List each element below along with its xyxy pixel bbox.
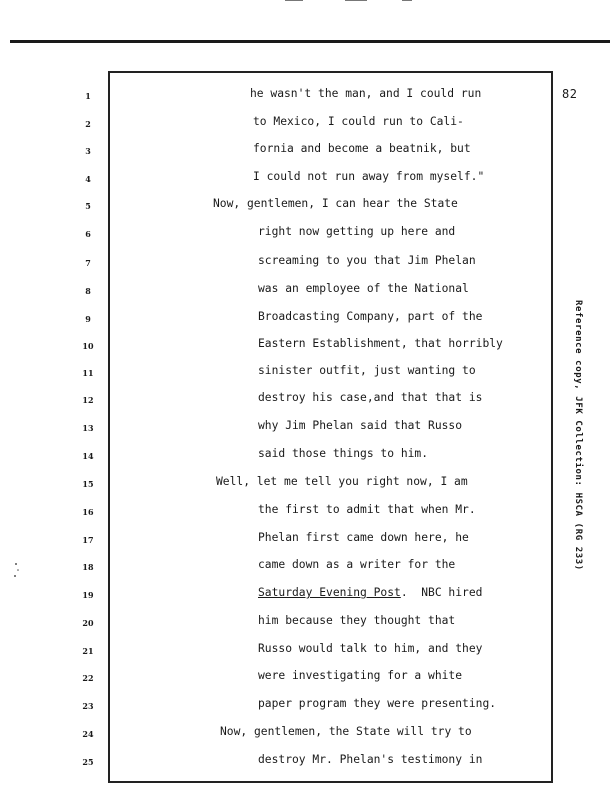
line-number: 8 <box>85 286 91 296</box>
line-number: 7 <box>85 258 91 268</box>
transcript-line <box>258 586 482 600</box>
transcript-line: Well, let me tell you right now, I am <box>216 475 468 488</box>
line-number: 1 <box>85 91 91 101</box>
transcript-line: came down as a writer for the <box>258 558 456 571</box>
line-number: 14 <box>82 451 94 461</box>
line-number: 23 <box>82 701 94 711</box>
line-number: 13 <box>82 423 94 433</box>
transcript-line: Russo would talk to him, and they <box>258 642 483 655</box>
line-number: 18 <box>82 562 94 572</box>
line-continuation: . NBC hired <box>400 586 483 599</box>
top-margin-mark <box>285 0 303 7</box>
transcript-line: to Mexico, I could run to Cali- <box>253 115 464 128</box>
line-number: 19 <box>82 590 94 600</box>
transcript-line: why Jim Phelan said that Russo <box>258 419 463 432</box>
reference-copy-stamp: Reference copy, JFK Collection: HSCA (RG 233) <box>573 300 583 571</box>
transcript-line: fornia and become a beatnik, but <box>253 142 471 155</box>
transcript-line: the first to admit that when Mr. <box>258 503 476 516</box>
page-number: 82 <box>562 87 578 101</box>
transcript-line: he wasn't the man, and I could run <box>250 87 482 100</box>
transcript-line: paper program they were presenting. <box>258 697 497 710</box>
transcript-line: Phelan first came down here, he <box>258 531 469 544</box>
line-number: 9 <box>85 314 91 324</box>
transcript-line: Now, gentlemen, I can hear the State <box>213 197 458 210</box>
top-margin-mark <box>402 0 412 7</box>
transcript-line: Now, gentlemen, the State will try to <box>220 725 472 738</box>
line-number: 4 <box>85 174 91 184</box>
transcript-line: I could not run away from myself." <box>253 170 485 183</box>
transcript-line: screaming to you that Jim Phelan <box>258 254 476 267</box>
line-number: 25 <box>82 757 94 767</box>
line-number: 21 <box>82 646 94 656</box>
transcript-line: him because they thought that <box>258 614 456 627</box>
header-rule <box>10 40 610 43</box>
transcript-line: destroy his case,and that that is <box>258 391 483 404</box>
transcript-line: sinister outfit, just wanting to <box>258 364 476 377</box>
line-number: 11 <box>82 368 94 378</box>
scan-specks <box>10 560 50 620</box>
publication-title: Saturday Evening Post <box>258 586 401 599</box>
transcript-line: Broadcasting Company, part of the <box>258 310 483 323</box>
line-number: 17 <box>82 535 94 545</box>
line-number: 6 <box>85 229 91 239</box>
line-number: 16 <box>82 507 94 517</box>
transcript-line: were investigating for a white <box>258 669 463 682</box>
line-number: 20 <box>82 618 94 628</box>
line-number: 3 <box>85 146 91 156</box>
top-margin-mark <box>345 0 367 7</box>
transcript-line: destroy Mr. Phelan's testimony in <box>258 753 483 766</box>
line-number: 5 <box>85 201 91 211</box>
transcript-line: Eastern Establishment, that horribly <box>258 337 503 350</box>
transcript-line: was an employee of the National <box>258 282 469 295</box>
line-number: 12 <box>82 395 94 405</box>
transcript-line: right now getting up here and <box>258 225 456 238</box>
line-number: 24 <box>82 729 94 739</box>
line-number: 15 <box>82 479 94 489</box>
line-number: 10 <box>82 341 94 351</box>
line-number: 22 <box>82 673 94 683</box>
line-number: 2 <box>85 119 91 129</box>
transcript-line: said those things to him. <box>258 447 429 460</box>
